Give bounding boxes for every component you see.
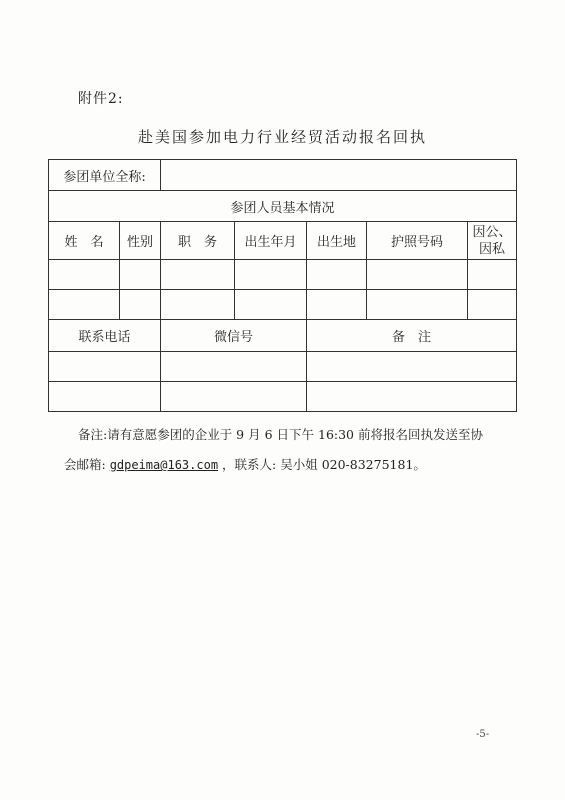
contact-phone-cell[interactable] [49,382,161,412]
note-email-prefix: 会邮箱: [64,457,110,472]
header-passport: 护照号码 [367,222,468,260]
member-passport-cell[interactable] [367,260,468,290]
unit-name-field[interactable] [161,160,517,191]
member-position-cell[interactable] [161,260,235,290]
contact-row [49,352,517,382]
member-header-row [49,222,517,260]
member-birth-place-cell[interactable] [307,290,367,320]
member-birth-date-cell[interactable] [235,290,307,320]
member-row [49,290,517,320]
member-passport-type-cell[interactable] [468,290,517,320]
member-name-cell[interactable] [49,290,120,320]
member-passport-cell[interactable] [367,290,468,320]
contact-header-row [49,320,517,352]
header-passport-type [468,222,517,260]
member-gender-cell[interactable] [120,260,161,290]
header-position: 职 务 [161,222,235,260]
header-gender: 性别 [120,222,161,260]
header-name: 姓 名 [49,222,120,260]
header-phone: 联系电话 [49,320,161,352]
member-name-cell[interactable] [49,260,120,290]
note-line-2 [64,450,518,480]
member-gender-cell[interactable] [120,290,161,320]
form-title: 赴美国参加电力行业经贸活动报名回执 [137,128,427,146]
member-position-cell[interactable] [161,290,235,320]
header-birth-date: 出生年月 [235,222,307,260]
unit-row [49,160,517,191]
section-label: 参团人员基本情况 [49,191,517,222]
member-passport-type-cell[interactable] [468,260,517,290]
header-birth-place: 出生地 [307,222,367,260]
contact-wechat-cell[interactable] [161,382,307,412]
contact-row [49,382,517,412]
contact-phone-cell[interactable] [49,352,161,382]
member-row [49,260,517,290]
note-line-1: 备注:请有意愿参团的企业于 9 月 6 日下午 16:30 前将报名回执发送至协 [78,427,483,442]
page-number: -5- [476,729,490,740]
header-passport-type-line2: 因私 [479,241,506,257]
contact-wechat-cell[interactable] [161,352,307,382]
contact-remarks-cell[interactable] [307,382,517,412]
header-wechat: 微信号 [161,320,307,352]
registration-form-table [48,159,517,412]
unit-label: 参团单位全称: [49,160,161,191]
submission-note [64,420,518,480]
member-birth-place-cell[interactable] [307,260,367,290]
header-remarks: 备 注 [307,320,517,352]
section-row [49,191,517,222]
contact-remarks-cell[interactable] [307,352,517,382]
contact-email-link[interactable]: gdpeima@163.com [109,458,219,472]
attachment-label: 附件2: [78,91,124,107]
note-contact-person: ，联系人: 吴小姐 020-83275181。 [218,457,426,472]
header-passport-type-line1: 因公、 [472,224,512,240]
member-birth-date-cell[interactable] [235,260,307,290]
